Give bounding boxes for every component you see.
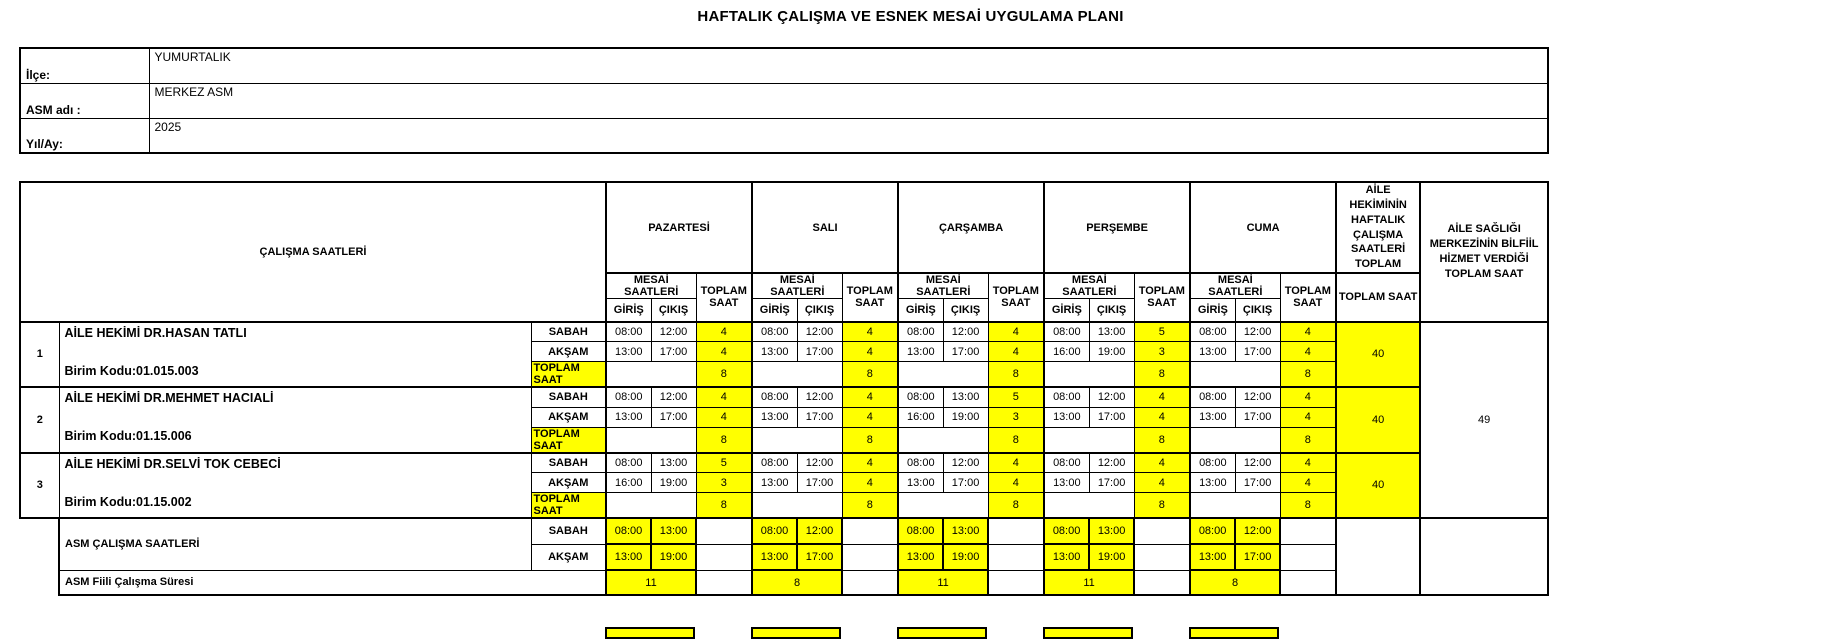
- empty-cell: [1190, 362, 1280, 388]
- period-label-sabah: SABAH: [531, 453, 606, 473]
- day-sum: 8: [988, 493, 1044, 519]
- empty-cell: [898, 493, 988, 519]
- daily-total: 4: [842, 322, 898, 342]
- empty-cell: [752, 427, 842, 453]
- giris-header: GİRİŞ: [752, 299, 797, 322]
- toplam-saat-header: TOPLAM SAAT: [1280, 273, 1336, 322]
- cikis-time: 19:00: [651, 544, 696, 570]
- giris-time: 13:00: [898, 544, 943, 570]
- cikis-time: 13:00: [943, 518, 988, 544]
- empty-cell: [988, 544, 1044, 570]
- cikis-time: 12:00: [1235, 322, 1280, 342]
- daily-total: 4: [696, 387, 752, 407]
- cikis-time: 12:00: [797, 387, 842, 407]
- daily-total: 4: [988, 322, 1044, 342]
- unit-code: Birim Kodu:01.015.003: [64, 363, 199, 378]
- period-label-sabah: SABAH: [531, 387, 606, 407]
- giris-time: 08:00: [898, 518, 943, 544]
- weekly-total: 40: [1336, 387, 1420, 453]
- ilce-label: İlçe:: [20, 48, 149, 83]
- daily-total: 4: [696, 342, 752, 362]
- daily-total: 3: [988, 407, 1044, 427]
- day-header-cuma: CUMA: [1190, 182, 1336, 273]
- empty-cell: [842, 570, 898, 595]
- unit-code: Birim Kodu:01.15.006: [64, 429, 192, 444]
- giris-time: 16:00: [606, 473, 651, 493]
- giris-time: 13:00: [1044, 544, 1089, 570]
- cikis-time: 17:00: [797, 342, 842, 362]
- cikis-time: 13:00: [1089, 518, 1134, 544]
- grand-total: 49: [1420, 322, 1548, 519]
- cikis-time: 12:00: [1235, 518, 1280, 544]
- giris-time: 13:00: [1044, 473, 1089, 493]
- cikis-time: 12:00: [651, 322, 696, 342]
- cikis-time: 12:00: [651, 387, 696, 407]
- daily-total: 4: [696, 407, 752, 427]
- cikis-time: 12:00: [1089, 453, 1134, 473]
- next-table-gap: [695, 627, 751, 639]
- next-table-cell: [1189, 627, 1279, 639]
- empty-cell: [1134, 570, 1190, 595]
- day-sum: 8: [1134, 362, 1190, 388]
- day-sum: 8: [1280, 493, 1336, 519]
- daily-total: 4: [1280, 322, 1336, 342]
- daily-total: 4: [842, 407, 898, 427]
- empty-cell: [606, 427, 696, 453]
- cikis-time: 17:00: [1089, 407, 1134, 427]
- ilce-value: YUMURTALIK: [149, 48, 1548, 83]
- giris-time: 08:00: [1190, 387, 1235, 407]
- toplam-saat-header: TOPLAM SAAT: [842, 273, 898, 322]
- empty-cell: [1190, 493, 1280, 519]
- daily-total: 5: [988, 387, 1044, 407]
- giris-time: 13:00: [606, 544, 651, 570]
- spacer-cell: [20, 544, 59, 570]
- empty-cell: [696, 544, 752, 570]
- cikis-time: 12:00: [1089, 387, 1134, 407]
- empty-cell: [606, 362, 696, 388]
- weekly-total-header: AİLE HEKİMİNİN HAFTALIK ÇALIŞMA SAATLERİ TOPLAM: [1336, 182, 1420, 273]
- cikis-time: 17:00: [1235, 342, 1280, 362]
- cikis-time: 17:00: [797, 473, 842, 493]
- cikis-time: 13:00: [651, 453, 696, 473]
- weekly-toplam-saat-header: TOPLAM SAAT: [1336, 273, 1420, 322]
- cikis-header: ÇIKIŞ: [797, 299, 842, 322]
- asm-hours-label: ASM ÇALIŞMA SAATLERİ: [59, 518, 531, 570]
- daily-total: 4: [842, 342, 898, 362]
- day-sum: 8: [1280, 427, 1336, 453]
- giris-header: GİRİŞ: [606, 299, 651, 322]
- empty-cell: [898, 362, 988, 388]
- cikis-header: ÇIKIŞ: [1235, 299, 1280, 322]
- doctor-name: AİLE HEKİMİ DR.SELVİ TOK CEBECİ: [64, 456, 281, 471]
- empty-cell: [1044, 362, 1134, 388]
- giris-time: 13:00: [1190, 342, 1235, 362]
- cikis-time: 12:00: [1235, 453, 1280, 473]
- cikis-header: ÇIKIŞ: [1089, 299, 1134, 322]
- row-number: 1: [20, 322, 59, 388]
- cikis-time: 12:00: [943, 453, 988, 473]
- giris-time: 13:00: [898, 342, 943, 362]
- period-label-toplam: TOPLAM SAAT: [531, 427, 606, 453]
- cikis-time: 13:00: [651, 518, 696, 544]
- empty-cell: [1280, 544, 1336, 570]
- day-header-carsamba: ÇARŞAMBA: [898, 182, 1044, 273]
- daily-total: 4: [1280, 387, 1336, 407]
- info-table: [19, 47, 1549, 154]
- cikis-time: 17:00: [797, 407, 842, 427]
- day-sum: 8: [988, 427, 1044, 453]
- cikis-time: 17:00: [943, 342, 988, 362]
- giris-time: 13:00: [1190, 473, 1235, 493]
- unit-code: Birim Kodu:01.15.002: [64, 494, 192, 509]
- giris-time: 08:00: [752, 322, 797, 342]
- giris-time: 13:00: [752, 544, 797, 570]
- asm-adi-value: MERKEZ ASM: [149, 83, 1548, 118]
- cikis-time: 19:00: [1089, 544, 1134, 570]
- mesai-saatleri-header: MESAİ SAATLERİ: [752, 273, 842, 299]
- empty-cell: [898, 427, 988, 453]
- next-table-gap: [1133, 627, 1189, 639]
- mesai-saatleri-header: MESAİ SAATLERİ: [1190, 273, 1280, 299]
- daily-total: 4: [842, 387, 898, 407]
- giris-time: 16:00: [898, 407, 943, 427]
- asm-actual-hours: 8: [1190, 570, 1280, 595]
- page-title: HAFTALIK ÇALIŞMA VE ESNEK MESAİ UYGULAMA PLANI: [697, 8, 1124, 25]
- giris-time: 08:00: [606, 453, 651, 473]
- giris-time: 08:00: [898, 387, 943, 407]
- daily-total: 4: [988, 473, 1044, 493]
- empty-cell: [696, 570, 752, 595]
- asm-actual-hours: 11: [1044, 570, 1134, 595]
- cikis-time: 17:00: [1089, 473, 1134, 493]
- day-sum: 8: [988, 362, 1044, 388]
- daily-total: 4: [842, 473, 898, 493]
- doctor-name: AİLE HEKİMİ DR.HASAN TATLI: [64, 325, 247, 340]
- daily-total: 4: [696, 322, 752, 342]
- cikis-time: 17:00: [1235, 407, 1280, 427]
- daily-total: 4: [842, 453, 898, 473]
- asm-actual-hours: 11: [606, 570, 696, 595]
- giris-time: 08:00: [606, 518, 651, 544]
- empty-cell: [1190, 427, 1280, 453]
- mesai-saatleri-header: MESAİ SAATLERİ: [1044, 273, 1134, 299]
- daily-total: 4: [1280, 453, 1336, 473]
- next-table-gap: [1279, 627, 1335, 639]
- giris-time: 08:00: [606, 387, 651, 407]
- next-table-cell: [1043, 627, 1133, 639]
- asm-actual-hours: 8: [752, 570, 842, 595]
- daily-total: 4: [1280, 407, 1336, 427]
- next-table-cell: [751, 627, 841, 639]
- doctor-cell: [59, 322, 531, 388]
- asm-adi-label: ASM adı :: [20, 83, 149, 118]
- empty-cell: [1044, 427, 1134, 453]
- yil-ay-label: Yıl/Ay:: [20, 118, 149, 153]
- empty-cell: [1280, 518, 1336, 544]
- giris-time: 13:00: [606, 407, 651, 427]
- giris-header: GİRİŞ: [1190, 299, 1235, 322]
- period-label-toplam: TOPLAM SAAT: [531, 493, 606, 519]
- giris-time: 13:00: [752, 342, 797, 362]
- giris-time: 13:00: [1190, 544, 1235, 570]
- giris-time: 13:00: [898, 473, 943, 493]
- cikis-header: ÇIKIŞ: [943, 299, 988, 322]
- empty-cell: [1336, 518, 1420, 595]
- day-sum: 8: [696, 493, 752, 519]
- day-sum: 8: [842, 493, 898, 519]
- giris-header: GİRİŞ: [898, 299, 943, 322]
- day-sum: 8: [1134, 427, 1190, 453]
- weekly-total: 40: [1336, 322, 1420, 388]
- cikis-time: 17:00: [651, 407, 696, 427]
- giris-time: 08:00: [1044, 518, 1089, 544]
- next-table-gap: [987, 627, 1043, 639]
- cikis-time: 12:00: [797, 518, 842, 544]
- yil-ay-value: 2025: [149, 118, 1548, 153]
- empty-cell: [988, 570, 1044, 595]
- daily-total: 3: [696, 473, 752, 493]
- giris-time: 08:00: [752, 387, 797, 407]
- empty-cell: [1134, 544, 1190, 570]
- cikis-time: 13:00: [1089, 322, 1134, 342]
- period-label-toplam: TOPLAM SAAT: [531, 362, 606, 388]
- asm-actual-hours-label: ASM Fiili Çalışma Süresi: [59, 570, 606, 595]
- day-sum: 8: [1134, 493, 1190, 519]
- next-table-gap: [841, 627, 897, 639]
- daily-total: 4: [1134, 473, 1190, 493]
- day-header-persembe: PERŞEMBE: [1044, 182, 1190, 273]
- empty-cell: [988, 518, 1044, 544]
- doctor-cell: [59, 387, 531, 453]
- giris-time: 13:00: [1190, 407, 1235, 427]
- period-label-sabah: SABAH: [531, 322, 606, 342]
- giris-time: 08:00: [1190, 518, 1235, 544]
- toplam-saat-header: TOPLAM SAAT: [696, 273, 752, 322]
- mesai-saatleri-header: MESAİ SAATLERİ: [606, 273, 696, 299]
- asm-actual-hours: 11: [898, 570, 988, 595]
- cikis-time: 12:00: [797, 453, 842, 473]
- day-sum: 8: [842, 362, 898, 388]
- empty-cell: [842, 544, 898, 570]
- giris-time: 13:00: [1044, 407, 1089, 427]
- period-label-sabah: SABAH: [531, 518, 606, 544]
- day-header-pazartesi: PAZARTESİ: [606, 182, 752, 273]
- next-table-edge: [605, 627, 1335, 639]
- giris-time: 13:00: [606, 342, 651, 362]
- cikis-time: 19:00: [651, 473, 696, 493]
- daily-total: 4: [988, 342, 1044, 362]
- daily-total: 4: [1280, 473, 1336, 493]
- cikis-time: 17:00: [1235, 544, 1280, 570]
- calisma-saatleri-header: ÇALIŞMA SAATLERİ: [20, 182, 606, 322]
- giris-time: 08:00: [898, 322, 943, 342]
- giris-time: 08:00: [898, 453, 943, 473]
- doctor-name: AİLE HEKİMİ DR.MEHMET HACIALİ: [64, 391, 274, 406]
- giris-time: 08:00: [1190, 453, 1235, 473]
- giris-time: 16:00: [1044, 342, 1089, 362]
- giris-header: GİRİŞ: [1044, 299, 1089, 322]
- period-label-aksam: AKŞAM: [531, 473, 606, 493]
- period-label-aksam: AKŞAM: [531, 407, 606, 427]
- empty-cell: [752, 362, 842, 388]
- next-table-cell: [897, 627, 987, 639]
- giris-time: 08:00: [1044, 387, 1089, 407]
- giris-time: 08:00: [1044, 322, 1089, 342]
- empty-cell: [696, 518, 752, 544]
- spacer-cell: [20, 518, 59, 544]
- giris-time: 13:00: [752, 407, 797, 427]
- cikis-time: 17:00: [943, 473, 988, 493]
- day-sum: 8: [842, 427, 898, 453]
- empty-cell: [1420, 518, 1548, 595]
- day-header-sali: SALI: [752, 182, 898, 273]
- daily-total: 3: [1134, 342, 1190, 362]
- day-sum: 8: [1280, 362, 1336, 388]
- weekly-total: 40: [1336, 453, 1420, 519]
- empty-cell: [1134, 518, 1190, 544]
- giris-time: 08:00: [1190, 322, 1235, 342]
- daily-total: 4: [1134, 453, 1190, 473]
- toplam-saat-header: TOPLAM SAAT: [988, 273, 1044, 322]
- daily-total: 4: [988, 453, 1044, 473]
- cikis-header: ÇIKIŞ: [651, 299, 696, 322]
- cikis-time: 17:00: [1235, 473, 1280, 493]
- giris-time: 13:00: [752, 473, 797, 493]
- plan-table: [19, 181, 1549, 596]
- cikis-time: 12:00: [1235, 387, 1280, 407]
- day-sum: 8: [696, 362, 752, 388]
- giris-time: 08:00: [752, 518, 797, 544]
- empty-cell: [842, 518, 898, 544]
- empty-cell: [1280, 570, 1336, 595]
- day-sum: 8: [696, 427, 752, 453]
- cikis-time: 12:00: [943, 322, 988, 342]
- giris-time: 08:00: [1044, 453, 1089, 473]
- next-table-cell: [605, 627, 695, 639]
- empty-cell: [752, 493, 842, 519]
- daily-total: 5: [1134, 322, 1190, 342]
- spacer-cell: [20, 570, 59, 595]
- giris-time: 08:00: [752, 453, 797, 473]
- giris-time: 08:00: [606, 322, 651, 342]
- cikis-time: 19:00: [943, 544, 988, 570]
- cikis-time: 19:00: [1089, 342, 1134, 362]
- cikis-time: 13:00: [943, 387, 988, 407]
- cikis-time: 17:00: [797, 544, 842, 570]
- period-label-aksam: AKŞAM: [531, 544, 606, 570]
- mesai-saatleri-header: MESAİ SAATLERİ: [898, 273, 988, 299]
- daily-total: 4: [1134, 387, 1190, 407]
- daily-total: 5: [696, 453, 752, 473]
- empty-cell: [1044, 493, 1134, 519]
- toplam-saat-header: TOPLAM SAAT: [1134, 273, 1190, 322]
- daily-total: 4: [1134, 407, 1190, 427]
- doctor-cell: [59, 453, 531, 519]
- cikis-time: 19:00: [943, 407, 988, 427]
- asm-total-header: AİLE SAĞLIĞI MERKEZİNİN BİLFİİL HİZMET VERDİĞİ TOPLAM SAAT: [1420, 182, 1548, 322]
- row-number: 2: [20, 387, 59, 453]
- daily-total: 4: [1280, 342, 1336, 362]
- row-number: 3: [20, 453, 59, 519]
- empty-cell: [606, 493, 696, 519]
- cikis-time: 12:00: [797, 322, 842, 342]
- period-label-aksam: AKŞAM: [531, 342, 606, 362]
- cikis-time: 17:00: [651, 342, 696, 362]
